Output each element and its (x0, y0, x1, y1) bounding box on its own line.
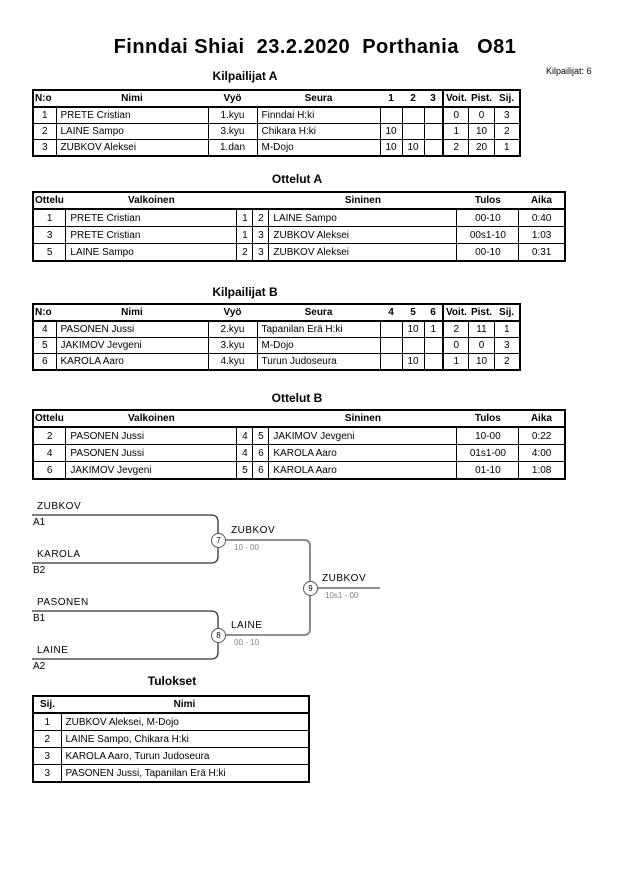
cell: 20 (469, 140, 494, 157)
cell: 0:22 (519, 427, 565, 445)
cell (424, 140, 443, 157)
cell: LAINE Sampo (66, 244, 237, 262)
cell: 10 (380, 140, 402, 157)
cell: 1 (443, 124, 469, 140)
competitors-count-note: Kilpailijat: 6 (546, 66, 592, 76)
bracket-slot-name: ZUBKOV (37, 501, 82, 512)
cell: 2 (494, 354, 520, 371)
cell: 2 (33, 731, 61, 748)
bracket-match-score: 00 - 10 (234, 638, 259, 647)
matches-table-a (32, 191, 566, 262)
section-heading-ottelut-b: Ottelut B (271, 391, 323, 405)
cell: LAINE Sampo (269, 209, 457, 227)
cell: 4 (237, 445, 253, 462)
cell: 2 (494, 124, 520, 140)
competitors-table-a (32, 89, 521, 157)
cell (424, 107, 443, 124)
cell: 2 (237, 244, 253, 262)
cell: PRETE Cristian (66, 227, 237, 244)
section-heading-ottelut-a: Ottelut A (271, 172, 323, 186)
cell: 5 (253, 427, 269, 445)
cell (424, 124, 443, 140)
bracket-match-number-badge: 8 (211, 628, 226, 643)
column-header: Sij. (494, 90, 520, 107)
column-header: 4 (380, 304, 402, 321)
competitors-table-b (32, 303, 521, 371)
bracket-slot-name: KAROLA (37, 549, 81, 560)
cell: 3.kyu (208, 338, 257, 354)
column-header (237, 410, 253, 427)
column-header: 3 (424, 90, 443, 107)
cell: 3 (33, 140, 56, 157)
bracket-match-score: 10s1 - 00 (325, 591, 359, 600)
cell: 6 (33, 462, 66, 480)
cell: 4 (33, 445, 66, 462)
cell: 0 (443, 107, 469, 124)
column-header: Ottelu (33, 410, 66, 427)
column-header: Pist. (469, 90, 494, 107)
cell: 1:08 (519, 462, 565, 480)
column-header: Sij. (33, 696, 61, 713)
cell: 4:00 (519, 445, 565, 462)
cell: 5 (237, 462, 253, 480)
cell: 3.kyu (208, 124, 257, 140)
cell: 6 (253, 462, 269, 480)
cell (380, 354, 402, 371)
table-row (33, 427, 565, 445)
cell: LAINE Sampo (56, 124, 208, 140)
cell: 0:31 (519, 244, 565, 262)
bracket-match-score: 10 - 00 (234, 543, 259, 552)
column-header: Ottelu (33, 192, 66, 209)
table-header-row (33, 410, 565, 427)
cell: 10 (469, 354, 494, 371)
cell (424, 354, 443, 371)
cell: 2 (443, 321, 469, 338)
results-table (32, 695, 310, 783)
cell: 10-00 (457, 427, 519, 445)
cell: ZUBKOV Aleksei (56, 140, 208, 157)
column-header: Vyö (208, 90, 257, 107)
column-header: Nimi (61, 696, 309, 713)
table-row (33, 765, 309, 783)
column-header: 1 (380, 90, 402, 107)
bracket-slot-seed: B1 (33, 613, 46, 624)
cell: 3 (33, 227, 66, 244)
cell: 2 (443, 140, 469, 157)
cell: 1 (494, 140, 520, 157)
table-row (33, 140, 520, 157)
cell: 5 (33, 338, 56, 354)
cell: 2 (33, 427, 66, 445)
section-heading-tulokset: Tulokset (147, 674, 197, 688)
cell: KAROLA Aaro (269, 445, 457, 462)
cell: 3 (494, 107, 520, 124)
cell: 10 (402, 140, 424, 157)
cell: KAROLA Aaro (56, 354, 208, 371)
bracket-match-winner: ZUBKOV (322, 573, 367, 584)
cell: 1 (33, 713, 61, 731)
column-header: Valkoinen (66, 192, 237, 209)
bracket-match-number-badge: 7 (211, 533, 226, 548)
table-header-row (33, 304, 520, 321)
bracket-match-winner: LAINE (231, 620, 263, 631)
cell: PRETE Cristian (56, 107, 208, 124)
cell: 1 (237, 227, 253, 244)
column-header: Aika (519, 410, 565, 427)
column-header (237, 192, 253, 209)
column-header (253, 192, 269, 209)
cell: 3 (253, 244, 269, 262)
cell: 4 (33, 321, 56, 338)
cell (380, 107, 402, 124)
cell: PASONEN Jussi (66, 445, 237, 462)
column-header: N:o (33, 90, 56, 107)
cell: 2 (33, 124, 56, 140)
cell: 4.kyu (208, 354, 257, 371)
table-header-row (33, 192, 565, 209)
cell: 1 (443, 354, 469, 371)
column-header: Seura (257, 304, 380, 321)
cell: 00-10 (457, 244, 519, 262)
column-header (253, 410, 269, 427)
column-header: Valkoinen (66, 410, 237, 427)
cell: 6 (253, 445, 269, 462)
cell: 5 (33, 244, 66, 262)
cell: 3 (494, 338, 520, 354)
cell: 1.dan (208, 140, 257, 157)
bracket-slot-name: LAINE (37, 645, 69, 656)
cell: PASONEN Jussi (66, 427, 237, 445)
cell: KAROLA Aaro, Turun Judoseura (61, 748, 309, 765)
cell: 2 (253, 209, 269, 227)
cell: PRETE Cristian (66, 209, 237, 227)
table-row (33, 227, 565, 244)
table-row (33, 338, 520, 354)
cell: M-Dojo (257, 338, 380, 354)
section-heading-kilpailijat-a: Kilpailijat A (212, 69, 278, 83)
cell: Turun Judoseura (257, 354, 380, 371)
bracket-match-winner: ZUBKOV (231, 525, 276, 536)
cell: 3 (33, 748, 61, 765)
cell: 3 (33, 765, 61, 783)
cell (402, 107, 424, 124)
bracket-slot-seed: A1 (33, 517, 46, 528)
column-header: 5 (402, 304, 424, 321)
table-row (33, 244, 565, 262)
matches-table-b (32, 409, 566, 480)
cell: M-Dojo (257, 140, 380, 157)
cell: Chikara H:ki (257, 124, 380, 140)
cell: 1 (424, 321, 443, 338)
cell: 0 (469, 338, 494, 354)
page-title: Finndai Shiai 23.2.2020 Porthania O81 (113, 36, 517, 58)
cell (424, 338, 443, 354)
cell: ZUBKOV Aleksei, M-Dojo (61, 713, 309, 731)
cell: JAKIMOV Jevgeni (269, 427, 457, 445)
column-header: Sininen (269, 192, 457, 209)
cell: 01s1-00 (457, 445, 519, 462)
column-header: Voit. (443, 304, 469, 321)
cell: 1 (33, 209, 66, 227)
column-header: 6 (424, 304, 443, 321)
cell: 4 (237, 427, 253, 445)
table-row (33, 748, 309, 765)
cell: 0 (443, 338, 469, 354)
bracket-match-number-badge: 9 (303, 581, 318, 596)
column-header: Sij. (494, 304, 520, 321)
cell: 10 (402, 354, 424, 371)
cell: ZUBKOV Aleksei (269, 244, 457, 262)
cell: JAKIMOV Jevgeni (56, 338, 208, 354)
cell: 1 (237, 209, 253, 227)
cell: 1:03 (519, 227, 565, 244)
table-row (33, 713, 309, 731)
cell: 11 (469, 321, 494, 338)
cell: 00s1-10 (457, 227, 519, 244)
cell: 00-10 (457, 209, 519, 227)
table-row (33, 731, 309, 748)
cell: 10 (402, 321, 424, 338)
cell (380, 321, 402, 338)
table-header-row (33, 696, 309, 713)
table-row (33, 354, 520, 371)
column-header: Vyö (208, 304, 257, 321)
cell (402, 338, 424, 354)
table-row (33, 321, 520, 338)
table-row (33, 124, 520, 140)
column-header: Tulos (457, 192, 519, 209)
column-header: Nimi (56, 304, 208, 321)
cell: 1 (33, 107, 56, 124)
cell: 0:40 (519, 209, 565, 227)
cell: 10 (469, 124, 494, 140)
table-row (33, 209, 565, 227)
bracket-slot-seed: B2 (33, 565, 46, 576)
cell: 6 (33, 354, 56, 371)
cell: KAROLA Aaro (269, 462, 457, 480)
section-heading-kilpailijat-b: Kilpailijat B (212, 285, 278, 299)
cell: 01-10 (457, 462, 519, 480)
bracket-slot-seed: A2 (33, 661, 46, 672)
cell: 3 (253, 227, 269, 244)
cell: Tapanilan Erä H:ki (257, 321, 380, 338)
column-header: Seura (257, 90, 380, 107)
column-header: Sininen (269, 410, 457, 427)
table-row (33, 462, 565, 480)
bracket-slot-name: PASONEN (37, 597, 89, 608)
cell: 1 (494, 321, 520, 338)
cell (402, 124, 424, 140)
cell: JAKIMOV Jevgeni (66, 462, 237, 480)
column-header: 2 (402, 90, 424, 107)
cell: ZUBKOV Aleksei (269, 227, 457, 244)
column-header: Nimi (56, 90, 208, 107)
cell: 2.kyu (208, 321, 257, 338)
cell: 1.kyu (208, 107, 257, 124)
column-header: Tulos (457, 410, 519, 427)
cell: PASONEN Jussi (56, 321, 208, 338)
column-header: Aika (519, 192, 565, 209)
cell (380, 338, 402, 354)
column-header: N:o (33, 304, 56, 321)
table-row (33, 107, 520, 124)
column-header: Pist. (469, 304, 494, 321)
cell: LAINE Sampo, Chikara H:ki (61, 731, 309, 748)
cell: 10 (380, 124, 402, 140)
table-row (33, 445, 565, 462)
cell: Finndai H:ki (257, 107, 380, 124)
column-header: Voit. (443, 90, 469, 107)
table-header-row (33, 90, 520, 107)
cell: PASONEN Jussi, Tapanilan Erä H:ki (61, 765, 309, 783)
cell: 0 (469, 107, 494, 124)
